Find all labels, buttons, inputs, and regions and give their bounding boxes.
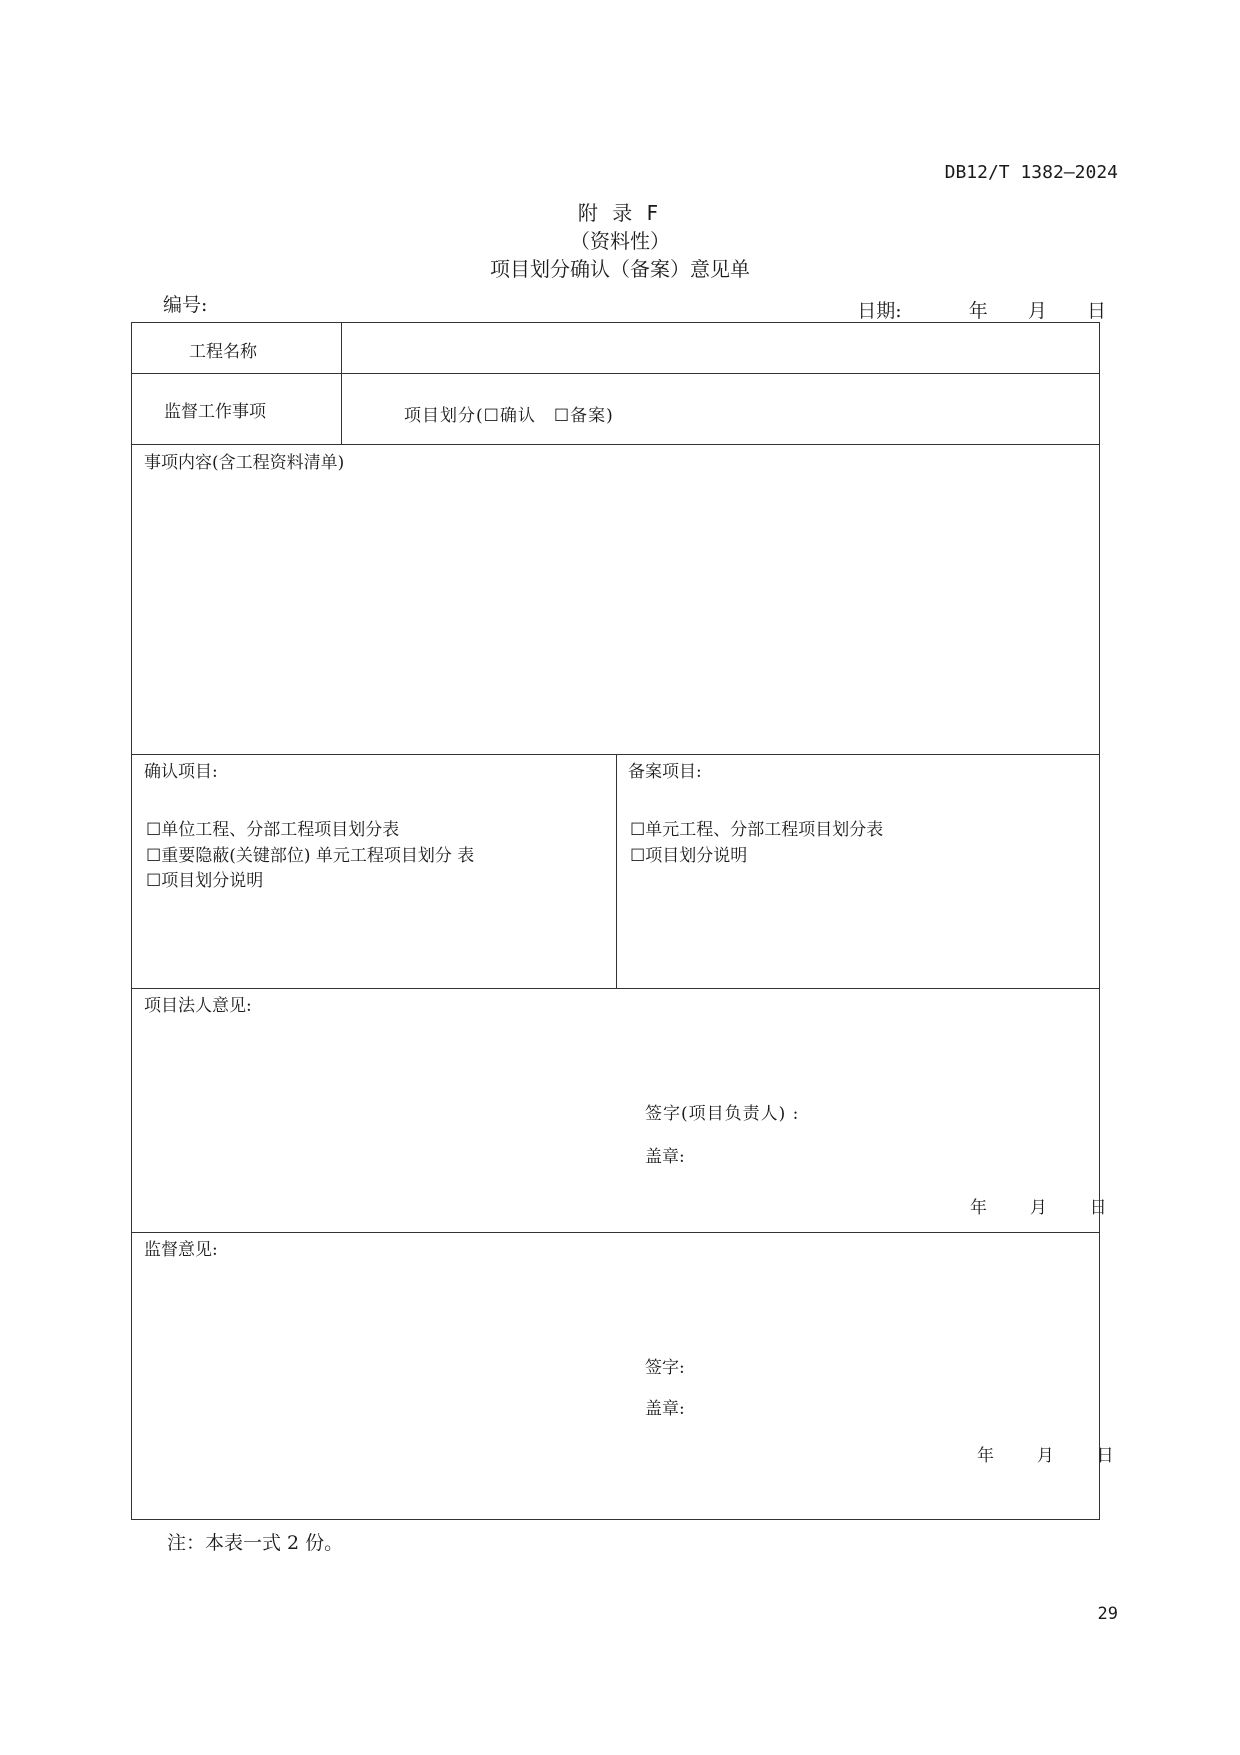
legal-date-year: 年: [970, 1198, 987, 1218]
appendix-title: 附 录 F: [577, 201, 663, 225]
footnote: 注：本表一式 2 份。: [167, 1532, 344, 1554]
form-table: [131, 322, 1114, 1520]
record-item[interactable]: ☐项目划分说明: [630, 846, 748, 866]
supervision-date-day: 日: [1096, 1446, 1114, 1466]
confirm-item[interactable]: ☐项目划分说明: [146, 871, 264, 891]
confirm-label: 确认项目:: [144, 762, 218, 782]
record-item[interactable]: ☐单元工程、分部工程项目划分表: [630, 820, 884, 840]
legal-date-day: 日: [1089, 1198, 1107, 1218]
legal-seal-label: 盖章:: [645, 1147, 685, 1167]
date-month: 月: [1027, 300, 1047, 322]
supervision-opinion-date: [977, 1441, 1114, 1466]
date-line: [857, 296, 1106, 323]
supervision-date-month: 月: [1036, 1446, 1054, 1466]
content-label: 事项内容(含工程资料清单): [144, 453, 345, 473]
supervision-date-year: 年: [977, 1446, 994, 1466]
project-name-label: 工程名称: [189, 342, 257, 362]
date-year: 年: [968, 300, 988, 322]
appendix-nature: （资料性）: [570, 229, 670, 253]
date-label: 日期:: [857, 300, 902, 322]
date-day: 日: [1086, 300, 1106, 322]
supervision-item-label: 监督工作事项: [164, 402, 266, 422]
legal-opinion-label: 项目法人意见:: [144, 996, 252, 1016]
supervision-opinion-label: 监督意见:: [144, 1240, 218, 1260]
legal-signature-label: 签字(项目负责人) :: [645, 1104, 800, 1124]
confirm-item[interactable]: ☐重要隐蔽(关键部位) 单元工程项目划分 表: [146, 846, 475, 866]
supervision-seal-label: 盖章:: [645, 1399, 685, 1419]
legal-date-month: 月: [1029, 1198, 1047, 1218]
standard-code: DB12/T 1382—2024: [944, 162, 1118, 183]
project-name-field[interactable]: [344, 325, 1094, 371]
page-number: 29: [1097, 1604, 1118, 1624]
form-title: 项目划分确认（备案）意见单: [490, 257, 750, 281]
legal-opinion-date: [970, 1193, 1107, 1218]
number-label: 编号:: [163, 294, 208, 316]
confirm-item[interactable]: ☐单位工程、分部工程项目划分表: [146, 820, 400, 840]
record-label: 备案项目:: [628, 762, 702, 782]
supervision-signature-label: 签字:: [645, 1358, 685, 1378]
supervision-item-value[interactable]: 项目划分(☐确认 ☐备案): [404, 406, 614, 426]
